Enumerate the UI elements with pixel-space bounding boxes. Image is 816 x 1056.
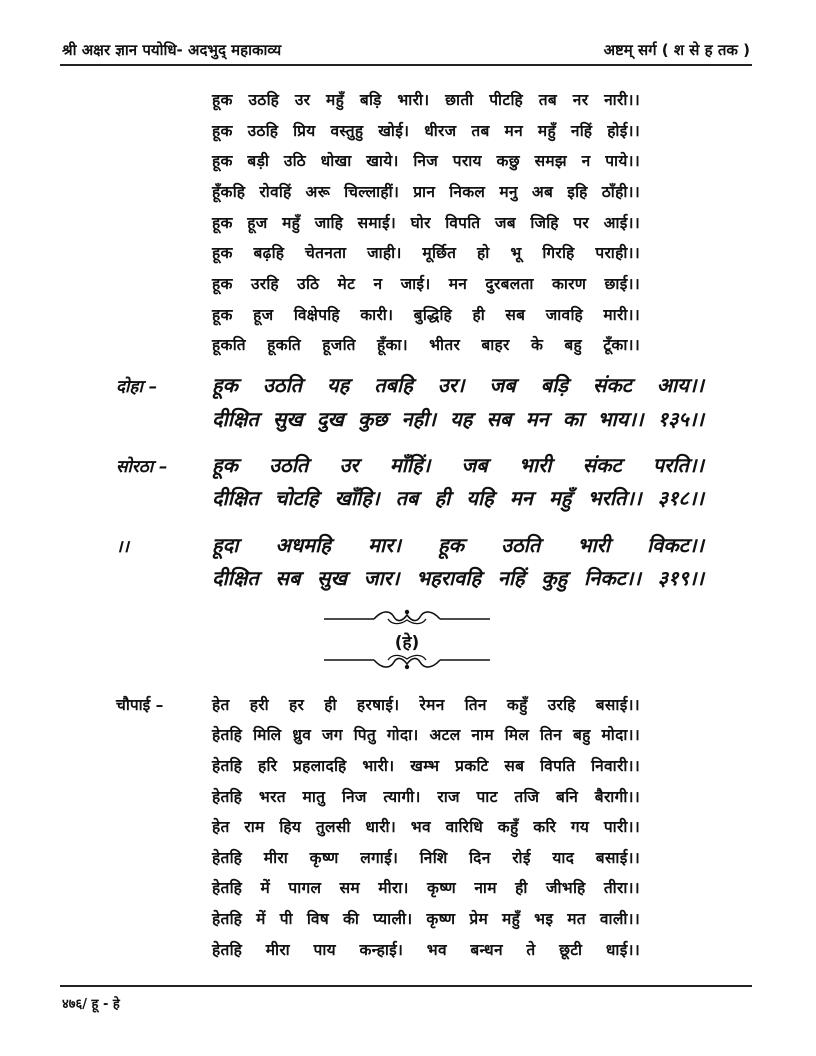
sortha-line-2: दीक्षित चोटहि खाँहि। तब ही यहि मन महुँ भरति।। ३१८।। [212,486,704,510]
verse-line: हूक हूज विक्षेपहि कारी। बुद्धिहि ही सब जावहि मारी।। [212,306,640,324]
verse-line: हूक उरहि उठि मेट न जाई। मन दुरबलता कारण छाई।। [212,275,640,293]
verse-line: हेतहि में पागल सम मीरा। कृष्ण नाम ही जीभहि तीरा।। [212,879,640,897]
verse-line: हूक बढ़हि चेतनता जाही। मूर्छित हो भू गिरहि पराही।। [212,244,640,262]
section-title: (हे) [394,633,420,653]
doha-line-2: दीक्षित सुख दुख कुछ नही। यह सब मन का भाय।। १३५।। [212,407,704,431]
footer-rule [60,985,752,987]
sortha2-line-2: दीक्षित सब सुख जार। भहरावहि नहिं कुहु निकट।। ३१९।। [212,566,704,590]
ornament-top-divider [322,606,492,628]
verse-line: हूक हूज महुँ जाहि समाई। घोर विपति जब जिहि पर आई।। [212,214,640,232]
verse-line: हेतहि हरि प्रहलादहि भारी। खम्भ प्रकटि सब विपति निवारी।। [212,757,640,775]
page-number: ४७६/ हू - हे [62,997,120,1012]
verse-line: हूक उठहि प्रिय वस्तुहु खोई। धीरज तब मन महुँ नहिं होई।। [212,122,640,140]
verse-line: हेत राम हिय तुलसी धारी। भव वारिधि कहुँ करि गय पारी।। [212,818,640,836]
sortha-line-1: हूक उठति उर माँहिं। जब भारी संकट परति।। [212,453,704,477]
header-chapter-title: अष्टम् सर्ग ( श से ह तक ) [603,41,750,59]
sortha2-line-1: हूदा अधमहि मार। हूक उठति भारी विकट।। [212,533,704,557]
header-rule [60,64,752,66]
doha-line-1: हूक उठति यह तबहि उर। जब बड़ि संकट आय।। [212,373,704,397]
verse-line: हेतहि मीरा पाय कन्हाई। भव बन्धन ते छूटी धाई।। [212,941,640,959]
verse-line: हूक उठहि उर महुँ बड़ि भारी। छाती पीटहि तब नर नारी।। [212,91,640,109]
doha-label: दोहा – [116,377,158,397]
verse-line: हूकति हूकति हूजति हूँका। भीतर बाहर के बहु टूँका।। [212,336,640,354]
sortha-label: सोरठा – [116,457,168,477]
verse-line: हेतहि मिलि ध्रुव जग पितु गोदा। अटल नाम मिल तिन बहु मोदा।। [212,726,640,744]
header-book-title: श्री अक्षर ज्ञान पयोधि- अदभुद् महाकाव्य [62,41,282,59]
sortha-continuation-label: ।। [116,537,129,557]
verse-line: हेतहि मीरा कृष्ण लगाई। निशि दिन रोई याद बसाई।। [212,849,640,867]
verse-line: हूँकहि रोवहिं अरू चिल्लाहीं। प्रान निकल मनु अब इहि ठाँही।। [212,183,640,201]
verse-line: हूक बड़ी उठि धोखा खाये। निज पराय कछु समझ न पाये।। [212,152,640,170]
verse-line: हेतहि में पी विष की प्याली। कृष्ण प्रेम महुँ भइ मत वाली।। [212,910,640,928]
ornament-bottom-divider [322,651,492,673]
verse-line: हेतहि भरत मातु निज त्यागी। राज पाट तजि बनि बैरागी।। [212,788,640,806]
chaupai-label: चौपाई – [116,696,164,714]
verse-line: हेत हरी हर ही हरषाई। रेमन तिन कहुँ उरहि बसाई।। [212,696,640,714]
